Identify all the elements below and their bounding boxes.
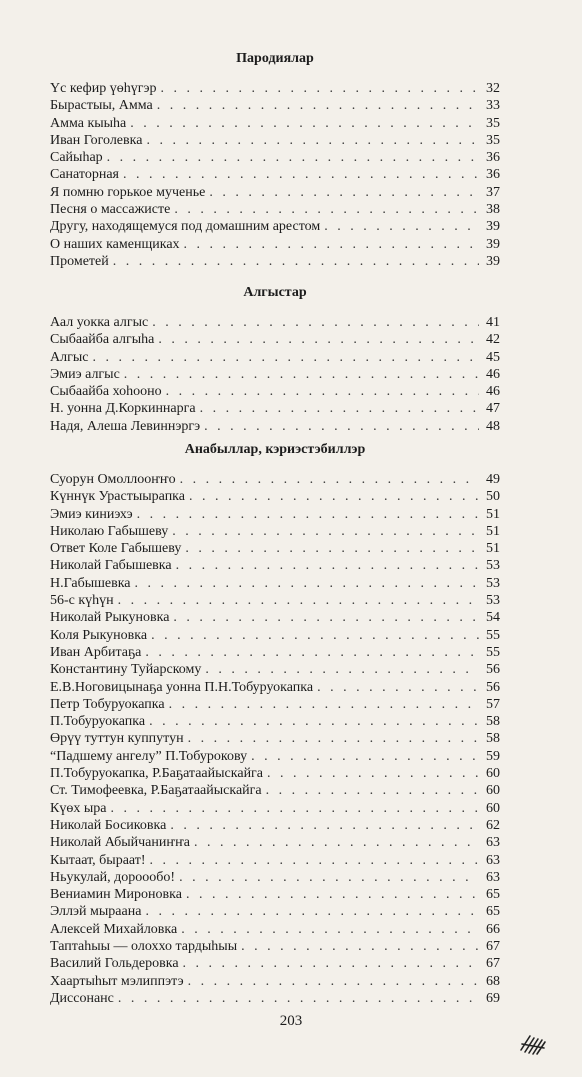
toc-list [50,471,500,1007]
dot-leader [149,713,479,730]
toc-entry-title: Күөх ыра [50,800,107,816]
toc-entry-page: 38 [486,202,500,218]
dot-leader [92,349,479,366]
toc-entry-title: Эмиэ киниэхэ [50,506,133,522]
dot-leader [170,817,479,834]
toc-entry-page: 55 [486,627,500,643]
toc-entry-title: Кытаат, быраат! [50,852,146,868]
dot-leader [180,471,479,488]
toc-entry-title: “Падшему ангелу” П.Тобурокову [50,748,248,764]
dot-leader [151,627,479,644]
toc-entry [50,627,500,644]
section-blessings [50,284,500,435]
dot-leader [166,383,479,400]
dot-leader [317,679,479,696]
dot-leader [176,557,479,574]
toc-entry [50,314,500,331]
toc-entry-title: Алексей Михайловка [50,921,178,937]
toc-entry-title: Песня о массажисте [50,202,171,218]
toc-entry-title: О наших каменщиках [50,236,180,252]
toc-entry-page: 56 [486,662,500,678]
toc-entry-title: Николай Босиковка [50,817,167,833]
dot-leader [146,132,479,149]
toc-entry [50,166,500,183]
dot-leader [194,834,479,851]
toc-entry-title: Үс кефир үөһүгэр [50,81,157,96]
toc-entry-title: Коля Рыкуновка [50,627,148,643]
toc-entry-page: 63 [486,852,500,868]
dot-leader [186,886,479,903]
toc-entry-page: 53 [486,558,500,574]
toc-entry-page: 60 [486,766,500,782]
toc-entry-page: 39 [486,253,500,269]
dot-leader [251,748,479,765]
toc-entry [50,218,500,235]
dot-leader [209,184,479,201]
toc-entry [50,132,500,149]
dot-leader [172,523,479,540]
toc-entry [50,765,500,782]
dot-leader [118,990,479,1007]
toc-entry [50,973,500,990]
section-heading: Пародиялар [236,51,314,66]
toc-entry-title: Аал уокка алгыс [50,315,149,330]
toc-entry-page: 69 [486,990,500,1006]
toc-entry-title: Ответ Коле Габышеву [50,541,182,557]
dot-leader [145,644,479,661]
toc-entry-title: Константину Туйарскому [50,662,202,678]
toc-entry-title: 56-с күһүн [50,593,114,609]
toc-entry [50,938,500,955]
toc-entry [50,592,500,609]
toc-entry [50,471,500,488]
dot-leader [152,314,479,331]
toc-list [50,314,500,435]
toc-entry-page: 46 [486,366,500,382]
toc-entry [50,730,500,747]
dot-leader [181,921,479,938]
toc-entry [50,679,500,696]
toc-entry-page: 67 [486,956,500,972]
toc-entry-title: Амма кыыһа [50,115,127,131]
toc-entry-page: 39 [486,219,500,235]
scribble-mark-icon [518,1030,548,1056]
dot-leader [118,592,479,609]
dot-leader [113,253,479,270]
toc-entry [50,886,500,903]
toc-entry-page: 51 [486,506,500,522]
toc-entry-page: 45 [486,349,500,365]
dot-leader [205,661,479,678]
toc-entry-title: Василий Гольдеровка [50,956,179,972]
toc-entry-title: Ньукулай, дороообо! [50,869,176,885]
dot-leader [160,80,479,97]
dot-leader [169,696,479,713]
dot-leader [110,800,479,817]
dot-leader [135,575,479,592]
toc-entry-page: 49 [486,472,500,487]
toc-entry [50,236,500,253]
dot-leader [267,765,479,782]
toc-entry-title: Вениамин Мироновка [50,887,182,903]
toc-entry-page: 56 [486,679,500,695]
dot-leader [158,331,479,348]
toc-entry-page: 42 [486,332,500,348]
page-number: 203 [279,1013,303,1029]
toc-entry [50,713,500,730]
toc-entry-title: Таптаһыы — олоххо тардыһыы [50,939,238,955]
toc-entry [50,903,500,920]
toc-entry [50,115,500,132]
dot-leader [204,418,479,435]
dot-leader [123,166,479,183]
toc-entry-page: 65 [486,887,500,903]
toc-entry-page: 35 [486,115,500,131]
dot-leader [200,400,479,417]
toc-entry-page: 51 [486,541,500,557]
toc-entry-page: 54 [486,610,500,626]
toc-entry [50,834,500,851]
section-heading: Алгыстар [243,285,307,300]
toc-entry [50,488,500,505]
toc-entry-page: 62 [486,817,500,833]
toc-entry [50,955,500,972]
toc-entry [50,817,500,834]
toc-entry [50,852,500,869]
toc-entry-title: Диссонанс [50,990,114,1006]
toc-entry-title: Я помню горькое мученье [50,184,206,200]
toc-entry-page: 63 [486,835,500,851]
toc-entry-page: 37 [486,184,500,200]
toc-entry [50,523,500,540]
toc-entry-page: 58 [486,731,500,747]
toc-entry-title: Петр Тобуруокапка [50,696,165,712]
toc-entry [50,383,500,400]
dot-leader [173,609,479,626]
toc-entry-title: Алгыс [50,349,89,365]
toc-entry-title: Бырастыы, Амма [50,98,153,114]
toc-entry-page: 67 [486,939,500,955]
toc-entry [50,331,500,348]
toc-entry-page: 47 [486,401,500,417]
toc-entry-page: 65 [486,904,500,920]
toc-entry-title: Эмиэ алгыс [50,366,120,382]
toc-entry-page: 46 [486,384,500,400]
toc-entry-title: Николай Абыйчаниҥҥа [50,835,191,851]
toc-entry [50,557,500,574]
dot-leader [107,149,479,166]
toc-entry-page: 58 [486,714,500,730]
toc-entry-page: 41 [486,315,500,330]
toc-entry-page: 33 [486,98,500,114]
dot-leader [183,955,479,972]
dot-leader [185,540,479,557]
dot-leader [130,115,479,132]
dot-leader [266,782,479,799]
toc-entry [50,97,500,114]
toc-entry-page: 39 [486,236,500,252]
toc-entry-title: Иван Арбитаҕа [50,644,142,660]
toc-entry-title: Н. уонна Д.Коркиннарга [50,401,196,417]
toc-entry [50,800,500,817]
toc-entry-title: Николай Рыкуновка [50,610,170,626]
toc-entry-page: 66 [486,921,500,937]
toc-entry-page: 36 [486,150,500,166]
dot-leader [124,366,479,383]
dot-leader [157,97,479,114]
toc-entry-title: Суорун Омоллооҥҥо [50,472,176,487]
toc-entry-page: 53 [486,575,500,591]
toc-entry [50,661,500,678]
toc-entry [50,149,500,166]
dot-leader [174,201,479,218]
toc-entry-title: Ст. Тимофеевка, Р.Баҕатаайыскайга [50,783,262,799]
toc-entry [50,253,500,270]
toc-entry [50,184,500,201]
dot-leader [188,730,479,747]
dot-leader [241,938,479,955]
toc-entry [50,990,500,1007]
toc-entry [50,201,500,218]
toc-entry-title: Надя, Алеша Левиннэргэ [50,418,201,434]
toc-entry-title: Санаторная [50,167,119,183]
toc-entry-title: Эллэй мыраана [50,904,142,920]
toc-entry-page: 35 [486,132,500,148]
section-heading: Анабыллар, кэриэстэбиллэр [184,442,366,457]
toc-entry-title: П.Тобуруокапка, Р.Баҕатаайыскайга [50,766,264,782]
dot-leader [188,973,479,990]
toc-entry [50,575,500,592]
toc-entry [50,366,500,383]
toc-entry-title: Сайыһар [50,150,103,166]
toc-entry-page: 60 [486,800,500,816]
toc-entry [50,921,500,938]
toc-entry-title: Е.В.Ноговицынаҕа уонна П.Н.Тобуруокапка [50,679,314,695]
toc-entry [50,644,500,661]
toc-entry-page: 57 [486,696,500,712]
toc-entry [50,506,500,523]
toc-entry-title: Сыбаайба алгыһа [50,332,155,348]
dot-leader [145,903,479,920]
dot-leader [189,488,479,505]
toc-entry [50,869,500,886]
toc-entry-page: 63 [486,869,500,885]
dot-leader [184,236,479,253]
toc-entry-title: Сыбаайба хоһооно [50,384,162,400]
toc-entry [50,400,500,417]
toc-entry-title: Николай Габышевка [50,558,172,574]
toc-entry-title: Н.Габышевка [50,575,131,591]
dot-leader [150,852,479,869]
toc-entry-title: Өрүү туттун куппутун [50,731,184,747]
toc-entry-title: Күннүк Урастыырапка [50,489,185,505]
toc-entry-title: П.Тобуруокапка [50,714,146,730]
toc-entry-title: Прометей [50,253,109,269]
toc-entry-page: 68 [486,973,500,989]
toc-entry-page: 59 [486,748,500,764]
section-dedications [50,441,500,1007]
toc-entry-page: 36 [486,167,500,183]
toc-entry [50,349,500,366]
section-parodies [50,50,500,270]
toc-entry-page: 55 [486,644,500,660]
toc-entry-title: Николаю Габышеву [50,523,169,539]
dot-leader [324,218,479,235]
toc-entry [50,418,500,435]
toc-entry-page: 53 [486,593,500,609]
toc-entry-title: Другу, находящемуся под домашним арестом [50,219,321,235]
dot-leader [137,506,479,523]
toc-entry [50,748,500,765]
toc-entry [50,609,500,626]
toc-entry-title: Иван Гоголевка [50,132,143,148]
toc-list [50,80,500,270]
dot-leader [179,869,479,886]
toc-entry-title: Хаартыһыт мэлиппэтэ [50,973,184,989]
toc-entry [50,80,500,97]
toc-entry-page: 51 [486,523,500,539]
toc-entry [50,782,500,799]
toc-entry-page: 50 [486,489,500,505]
toc-entry-page: 32 [486,81,500,96]
toc-entry [50,696,500,713]
toc-entry-page: 48 [486,418,500,434]
toc-entry-page: 60 [486,783,500,799]
toc-entry [50,540,500,557]
